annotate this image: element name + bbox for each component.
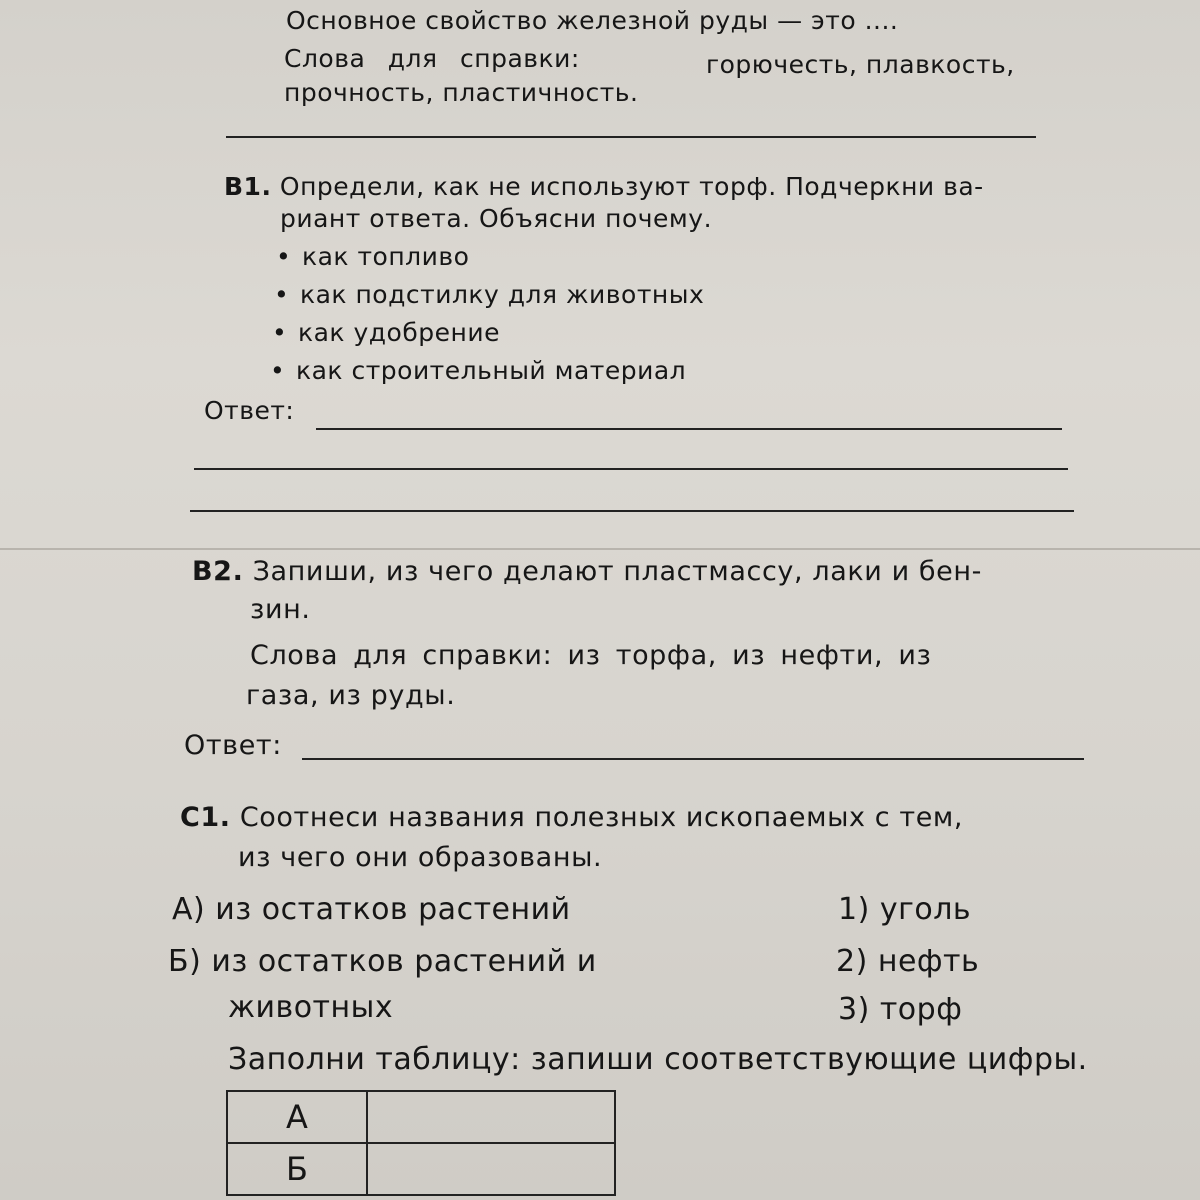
b1-option-2: • как подстилку для животных — [274, 280, 705, 309]
c1-right-item-2: 2) нефть — [836, 944, 980, 979]
bullet-icon: • — [276, 242, 292, 271]
c1-answer-table — [226, 1090, 616, 1196]
table-answer-cell[interactable] — [367, 1143, 615, 1195]
b1-number: В1. — [224, 172, 272, 201]
paper-fold — [0, 548, 1200, 550]
b2-answer-line[interactable] — [302, 758, 1084, 760]
b2-hint-line-2: газа, из руды. — [246, 680, 456, 711]
table-row-key: Б — [227, 1143, 367, 1195]
c1-right-item-1: 1) уголь — [838, 892, 972, 927]
c1-table-instruction: Заполни таблицу: запиши соответствующие цифры. — [228, 1042, 1088, 1077]
b2-hint-line-1: Слова для справки: из торфа, из нефти, из — [250, 640, 932, 671]
b2-question-line-2: зин. — [250, 594, 311, 625]
table-row — [227, 1091, 615, 1143]
table-row — [227, 1143, 615, 1195]
b2-question-text-1: Запиши, из чего делают пластмассу, лаки и бен- — [252, 556, 982, 587]
bullet-icon: • — [274, 280, 290, 309]
b1-option-3: • как удобрение — [272, 318, 500, 347]
b1-question-line-2: риант ответа. Объясни почему. — [280, 204, 713, 233]
b1-option-1: • как топливо — [276, 242, 470, 271]
a-question-tail: Основное свойство железной руды — это .... — [286, 6, 899, 35]
b1-answer-line-2[interactable] — [194, 468, 1068, 470]
a-hint-words-1: горючесть, плавкость, — [706, 50, 1015, 79]
bullet-icon: • — [270, 356, 286, 385]
b1-answer-line-3[interactable] — [190, 510, 1074, 512]
b1-answer-line-1[interactable] — [316, 428, 1062, 430]
c1-left-item-a: А) из остатков растений — [172, 892, 571, 927]
b2-number: В2. — [192, 556, 244, 587]
table-row-key: А — [227, 1091, 367, 1143]
bullet-icon: • — [272, 318, 288, 347]
c1-number: С1. — [180, 802, 231, 833]
c1-left-item-b: Б) из остатков растений и — [168, 944, 597, 979]
b2-question-line-1 — [192, 556, 982, 587]
c1-question-line-2: из чего они образованы. — [238, 842, 603, 873]
b1-option-4: • как строительный материал — [270, 356, 687, 385]
b2-answer-label: Ответ: — [184, 730, 282, 761]
c1-question-text-1: Соотнеси названия полезных ископаемых с тем, — [239, 802, 964, 833]
c1-question-line-1 — [180, 802, 963, 833]
b1-answer-label: Ответ: — [204, 396, 295, 425]
c1-left-item-b-cont: животных — [228, 990, 394, 1025]
a-hint-label: Слова для справки: — [284, 44, 580, 73]
b1-question-line-1 — [224, 172, 984, 201]
c1-right-item-3: 3) торф — [838, 992, 963, 1027]
b1-question-text-1: Определи, как не используют торф. Подчеркни ва- — [279, 172, 984, 201]
a-answer-line — [226, 136, 1036, 138]
a-hint-words-2: прочность, пластичность. — [284, 78, 639, 107]
table-answer-cell[interactable] — [367, 1091, 615, 1143]
